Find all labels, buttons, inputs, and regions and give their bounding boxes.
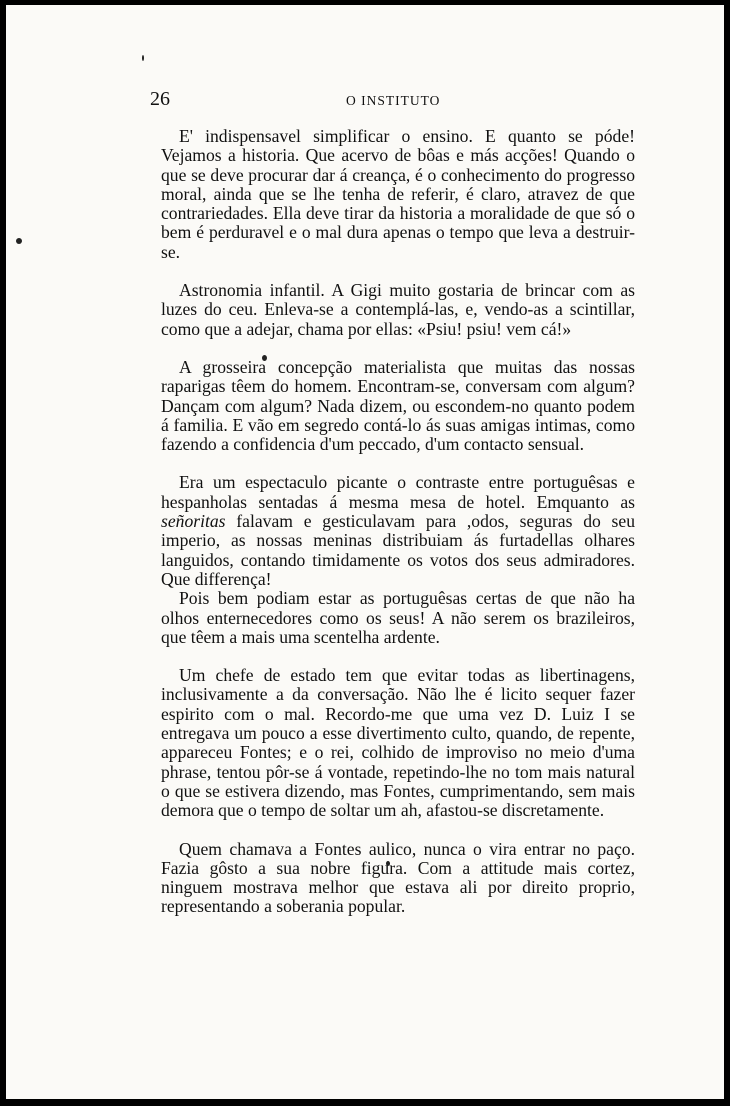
paragraph	[161, 473, 635, 589]
page-header	[150, 88, 646, 114]
paragraph: E' indispensavel simplificar o ensino. E quanto se póde! Vejamos a historia. Que acervo de bôas e más acções! Quando o que se deve procurar dar á creança, é o conhecimento do progresso moral, ainda que se lhe tenha de referir, é claro, atravez de que contrariedades. Ella deve tirar da historia a moralidade de que só o bem é perduravel e o mal dura apenas o tempo que leva a destruir-se.	[161, 126, 635, 262]
paragraph-text: falavam e gesticulavam para ,odos, seguras do seu imperio, as nossas meninas distribuiam ás furtadellas olhares languidos, contando timidamente os votos dos seus admiradores. Que differença!	[161, 511, 635, 589]
paragraph: Um chefe de estado tem que evitar todas as libertinagens, inclusivamente a da conversação. Não lhe é licito sequer fazer espirito com o mal. Recordo-me que uma vez D. Luiz I se entregava um pouco a esse divertimento culto, quando, de repente, appareceu Fontes; e o rei, colhido de improviso no meio d'uma phrase, tentou pôr-se á vontade, repetindo-lhe no tom mais natural o que se estivera dizendo, mas Fontes, cumprimentando, sem mais demora que o tempo de soltar um ah, afastou-se discretamente.	[161, 665, 635, 821]
paragraph: Quem chamava a Fontes aulico, nunca o vira entrar no paço. Fazia gôsto a sua nobre figura. Com a attitude mais cortez, ninguem mostrava melhor que estava ali por direito proprio, representando a soberania popular.	[161, 838, 635, 917]
body-text	[161, 127, 635, 936]
book-page	[6, 5, 724, 1099]
page-number: 26	[150, 88, 170, 110]
paragraph: Pois bem podiam estar as portuguêsas certas de que não ha olhos enternecedores como os seus! A não serem os brazileiros, que têem a mais uma scentelha ardente.	[161, 588, 635, 647]
emphasized-word: señoritas	[161, 511, 226, 532]
paragraph-text: Era um espectaculo picante o contraste entre portuguêsas e hespanholas sentadas á mesma mesa de hotel. Emquanto as	[161, 472, 635, 512]
running-title: O INSTITUTO	[346, 93, 441, 108]
paragraph: Astronomia infantil. A Gigi muito gostaria de brincar com as luzes do ceu. Enleva-se a contemplá-las, e, vendo-as a scintillar, como que a adejar, chama por ellas: «Psiu! psiu! vem cá!»	[161, 280, 635, 339]
paragraph: A grosseira concepção materialista que muitas das nossas raparigas têem do homem. Encontram-se, conversam com algum? Dançam com algum? Nada dizem, ou escondem-no quanto podem á familia. E vão em segredo contá-lo ás suas amigas intimas, como fazendo a confidencia d'um peccado, d'um contacto sensual.	[161, 356, 635, 455]
ink-speck	[142, 55, 144, 61]
ink-speck	[16, 238, 22, 244]
